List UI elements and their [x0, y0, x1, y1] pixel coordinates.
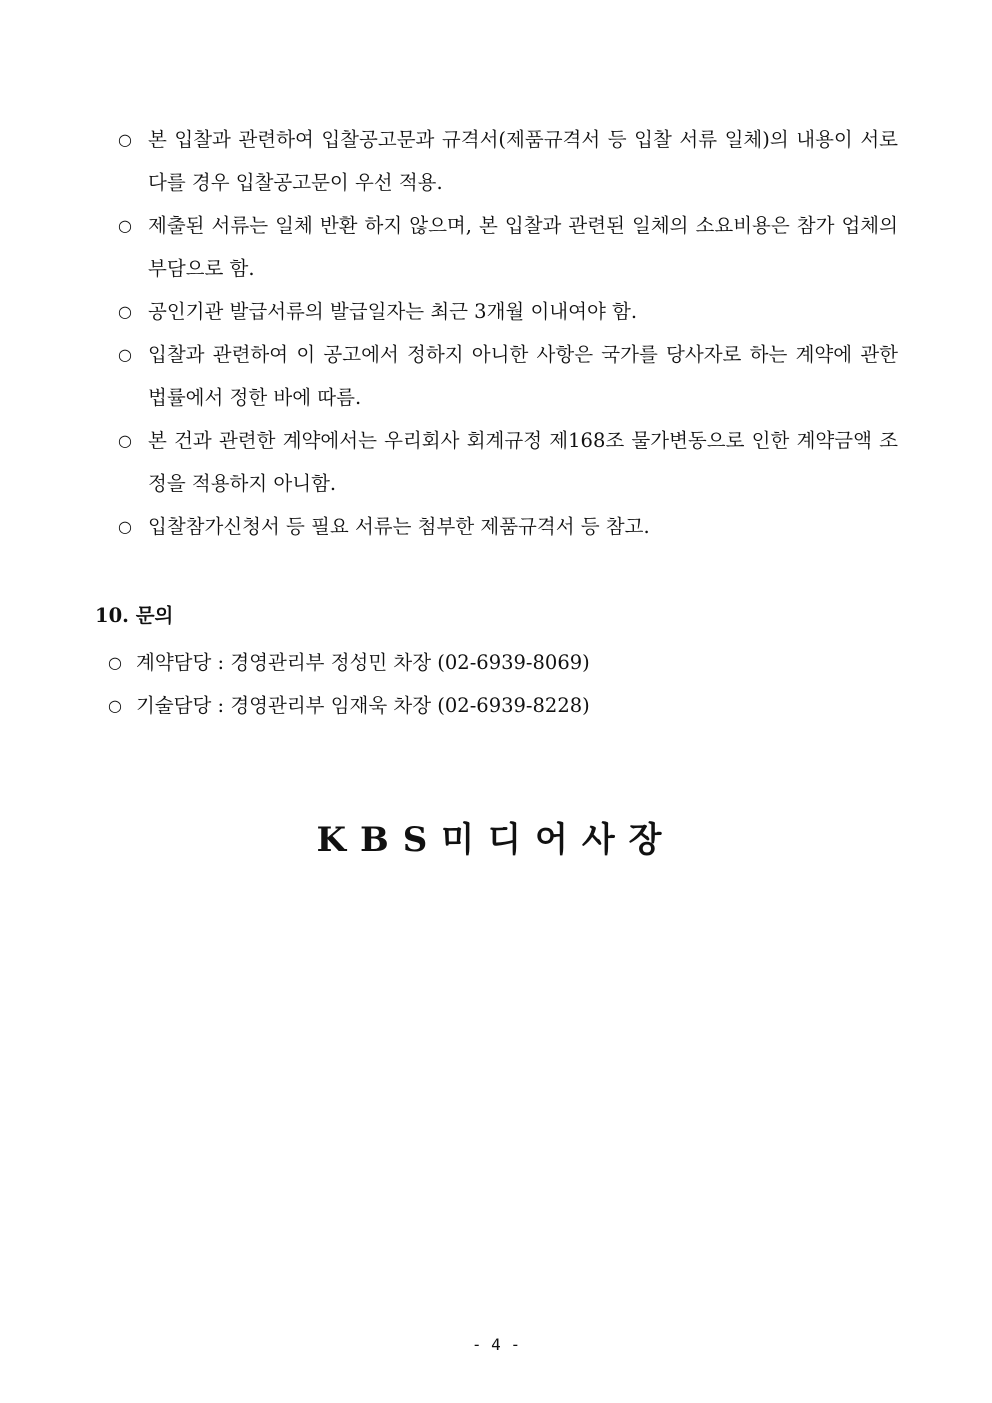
circle-bullet-icon: ○ [108, 696, 122, 715]
contact-item-technical [108, 684, 590, 727]
note-item [118, 204, 898, 290]
note-text: 본 입찰과 관련하여 입찰공고문과 규격서(제품규격서 등 입찰 서류 일체)의 내용이 서로 다를 경우 입찰공고문이 우선 적용. [148, 128, 898, 194]
section-title-inquiry: 10. 문의 [95, 604, 174, 627]
contacts-list [108, 641, 590, 727]
note-text: 제출된 서류는 일체 반환 하지 않으며, 본 입찰과 관련된 일체의 소요비용은 참가 업체의 부담으로 함. [148, 214, 898, 280]
note-item [118, 419, 898, 505]
circle-bullet-icon: ○ [118, 216, 132, 235]
circle-bullet-icon: ○ [118, 345, 132, 364]
note-item [118, 333, 898, 419]
circle-bullet-icon: ○ [108, 653, 122, 672]
circle-bullet-icon: ○ [118, 130, 132, 149]
note-text: 입찰참가신청서 등 필요 서류는 첨부한 제품규격서 등 참고. [148, 515, 650, 538]
contact-text: 기술담당 : 경영관리부 임재욱 차장 (02-6939-8228) [136, 694, 590, 717]
contact-text: 계약담당 : 경영관리부 정성민 차장 (02-6939-8069) [136, 651, 590, 674]
contact-item-contract [108, 641, 590, 684]
issuer-signature: KBS미디어사장 [316, 820, 676, 860]
note-item [118, 118, 898, 204]
page-number: - 4 - [471, 1335, 521, 1354]
note-item [118, 505, 898, 548]
circle-bullet-icon: ○ [118, 517, 132, 536]
notes-list [118, 118, 898, 548]
circle-bullet-icon: ○ [118, 431, 132, 450]
note-item [118, 290, 898, 333]
note-text: 공인기관 발급서류의 발급일자는 최근 3개월 이내여야 함. [148, 300, 638, 323]
note-text: 본 건과 관련한 계약에서는 우리회사 회계규정 제168조 물가변동으로 인한 계약금액 조정을 적용하지 아니함. [148, 429, 898, 495]
circle-bullet-icon: ○ [118, 302, 132, 321]
note-text: 입찰과 관련하여 이 공고에서 정하지 아니한 사항은 국가를 당사자로 하는 계약에 관한 법률에서 정한 바에 따름. [148, 343, 898, 409]
